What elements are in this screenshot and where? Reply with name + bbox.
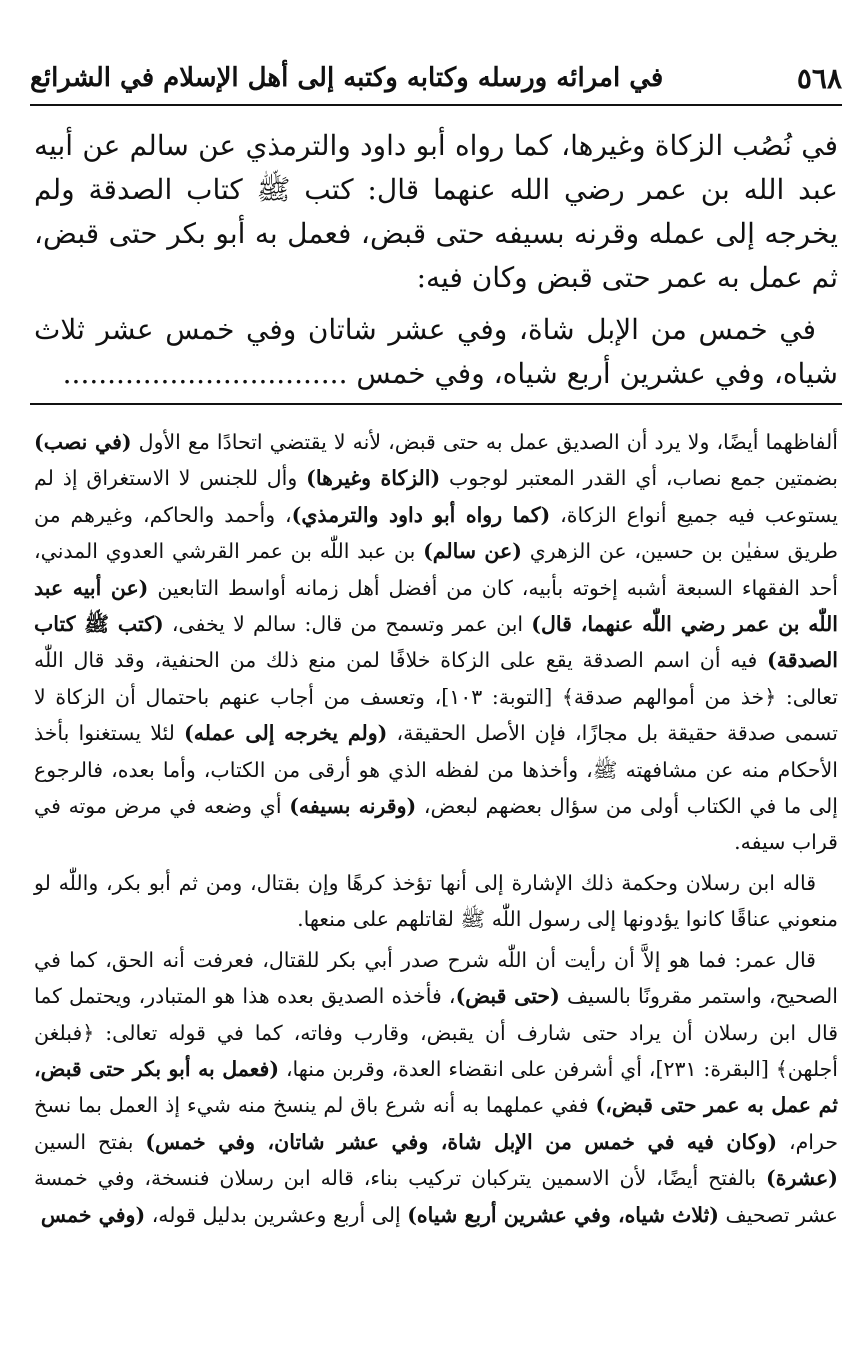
commentary-run: بضمتين جمع نصاب، أي القدر المعتبر لوجوب [440, 466, 838, 491]
commentary-run: قال عمر: فما هو إلاَّ أن رأيت أن اللّٰه شرح صدر أبي بكر للقتال، فعرفت أنه الحق، كما في الصحيح، واستمر مقرونًا بالسيف [34, 947, 838, 1009]
quoted-phrase: (حتى قبض) [455, 984, 560, 1009]
commentary-run: وأل للجنس لا الاستغراق إذ لم يستوعب فيه جميع أنواع الزكاة، [34, 466, 838, 527]
quoted-phrase: (عشرة) [766, 1166, 838, 1191]
commentary-paragraph [34, 424, 838, 861]
quoted-phrase: (عن سالم) [423, 539, 522, 564]
commentary-run: إلى أربع وعشرين بدليل قوله، [145, 1202, 408, 1227]
commentary-run: لئلا يستغنوا بأخذ الأحكام منه عن مشافهته ﷺ، وأخذها من لفظه الذي هو أرقى من الكتاب، وأما بعده، فالرجوع إلى ما في الكتاب أولى من سؤال بعضهم لبعض، [34, 721, 838, 819]
hadith-text [34, 124, 838, 396]
commentary-run: ابن عمر وتسمح من قال: سالم لا يخفى، [163, 612, 532, 637]
page-header [30, 52, 842, 106]
commentary-run: ففي عملهما به أنه شرع باق لم ينسخ منه شيء إذ العمل بما نسخ حرام، [34, 1093, 838, 1154]
commentary-run: بالفتح أيضًا، لأن الاسمين يتركبان تركيب بناء، قاله ابن رسلان فنسخة، وفي خمسة عشر تصحيف [34, 1166, 838, 1227]
ellipsis-dots: ................................ [62, 357, 348, 390]
commentary-run: فيه أن اسم الصدقة يقع على الزكاة خلافًا لمن منع ذلك من الحنفية، وقد قال اللّٰه تعالى: ﴿خذ من أموالهم صدقة﴾ [التوبة: ١٠٣]، وتعسف من أجاب عنهم باحتمال أن الزكاة لا تسمى صدقة حقيقة بل مجازًا، فإن الأصل الحقيقة، [34, 648, 839, 746]
commentary-run: ، وأحمد والحاكم، وغيرهم من طريق سفيٰن بن حسين، عن الزهري [34, 502, 838, 564]
quoted-phrase: (وكان فيه في خمس من الإبل شاة، وفي عشر شاتان، وفي خمس) [145, 1129, 778, 1154]
quoted-phrase: (فعمل به أبو بكر حتى قبض، ثم عمل به عمر حتى قبض،) [34, 1056, 838, 1118]
quoted-phrase: (كما رواه أبو داود والترمذي) [291, 502, 551, 527]
commentary-run: بفتح السين [34, 1129, 146, 1154]
hadith-quote-text: في خمس من الإبل شاة، وفي عشر شاتان وفي خمس عشر ثلاث شياه، وفي عشرين أربع شياه، وفي خمس [34, 313, 838, 390]
page-number: ٥٦٨ [796, 61, 842, 95]
commentary-run: بن عبد اللّٰه بن عمر القرشي العدوي المدني، أحد الفقهاء السبعة أشبه إخوته بأبيه، كان من أفضل أهل زمانه أواسط التابعين [34, 539, 838, 600]
quoted-phrase: (وقرنه بسيفه) [289, 794, 417, 819]
hadith-quote-paragraph [34, 308, 838, 396]
commentary-paragraph [34, 942, 838, 1233]
separator-line [30, 403, 842, 405]
running-title: في امرائه ورسله وكتابه وكتبه إلى أهل الإسلام في الشرائع [30, 63, 664, 93]
commentary-text [34, 424, 838, 1233]
quoted-phrase: (ولم يخرجه إلى عمله) [184, 721, 388, 746]
quoted-phrase: (وفي خمس [40, 1202, 146, 1227]
hadith-paragraph: في نُصُب الزكاة وغيرها، كما رواه أبو داود والترمذي عن سالم عن أبيه عبد الله بن عمر رضي الله عنهما قال: كتب ﷺ كتاب الصدقة ولم يخرجه إلى عمله وقرنه بسيفه حتى قبض، فعمل به أبو بكر حتى قبض، ثم عمل به عمر حتى قبض وكان فيه: [34, 129, 838, 294]
quoted-phrase: (الزكاة وغيرها) [306, 466, 441, 491]
quoted-phrase: (ثلاث شياه، وفي عشرين أربع شياه) [407, 1202, 719, 1227]
commentary-run: قاله ابن رسلان وحكمة ذلك الإشارة إلى أنها تؤخذ كرهًا وإن بقتال، ومن ثم أبو بكر، واللّٰه لو منعوني عناقًا كانوا يؤدونها إلى رسول اللّٰه ﷺ لقاتلهم على منعها. [34, 870, 838, 932]
commentary-run: ، فأخذه الصديق بعده هذا هو المتبادر، ويحتمل كما قال ابن رسلان أن يراد حتى شارف أن يقبض، وقارب وفاته، كما في قوله تعالى: ﴿فبلغن أجلهن﴾ [البقرة: ٢٣١]، أي أشرفن على انقضاء العدة، وقربن منها، [34, 984, 838, 1081]
commentary-paragraph [34, 865, 838, 938]
quoted-phrase: (كتب ﷺ كتاب الصدقة) [34, 612, 838, 673]
commentary-run: ألفاظهما أيضًا، ولا يرد أن الصديق عمل به حتى قبض، لأنه لا يقتضي اتحادًا مع الأول [131, 430, 838, 454]
quoted-phrase: (في نصب) [34, 430, 132, 454]
commentary-run: أي وضعه في مرض موته في قراب سيفه. [34, 794, 838, 855]
quoted-phrase: (عن أبيه عبد اللّٰه بن عمر رضي اللّٰه عنهما، قال) [34, 575, 838, 637]
